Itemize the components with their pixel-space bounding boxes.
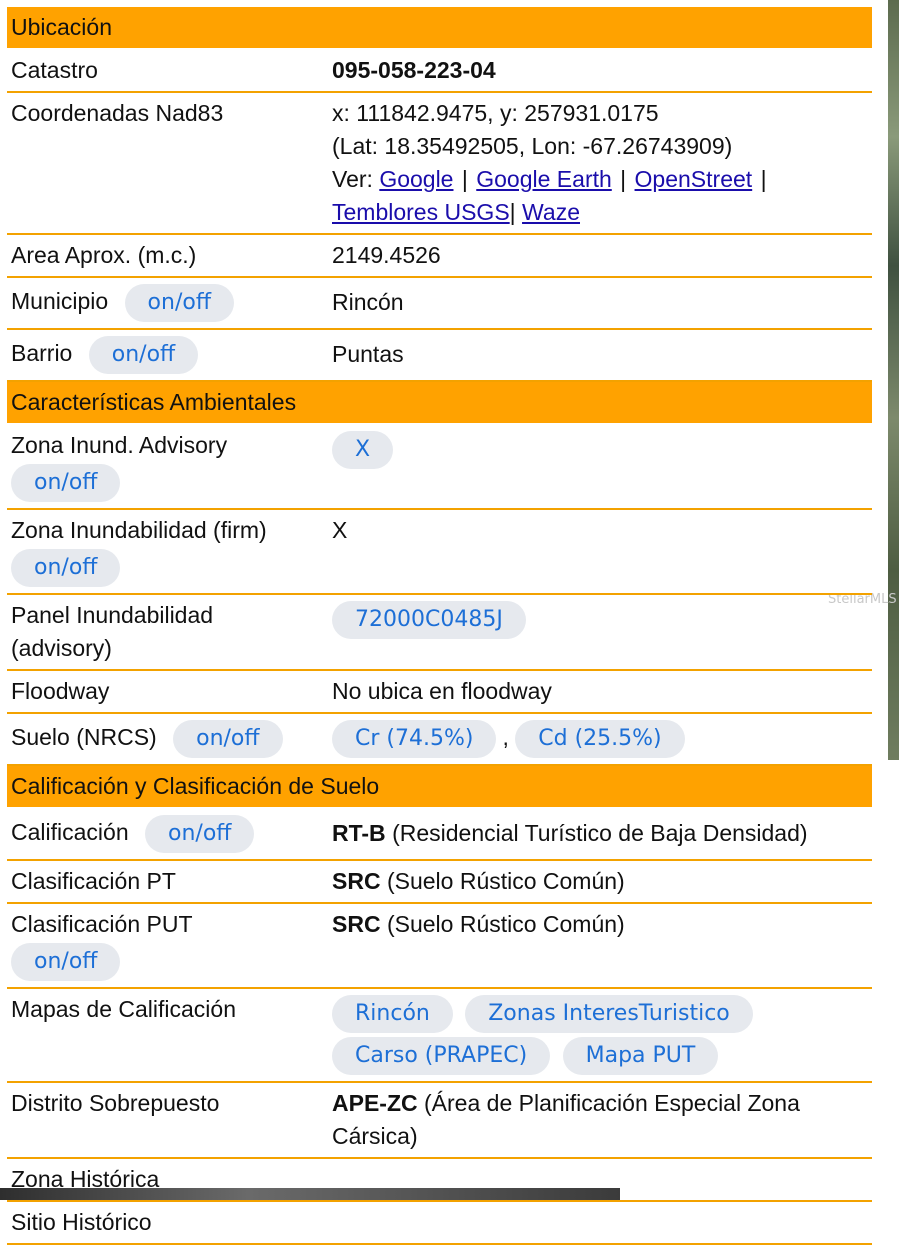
property-info-table <box>7 7 872 1245</box>
sitio-historico-value <box>328 1201 872 1244</box>
suelo-label: Suelo (NRCS) <box>11 724 157 750</box>
floodway-label: Floodway <box>7 670 328 713</box>
catastro-label: Catastro <box>7 49 328 92</box>
clasificacion-put-label: Clasificación PUT <box>11 911 193 937</box>
zona-historica-label: Zona Histórica <box>7 1158 328 1201</box>
section-title: Calificación y Clasificación de Suelo <box>7 765 872 808</box>
section-title: Características Ambientales <box>7 381 872 424</box>
suelo-comma: , <box>502 724 509 750</box>
zona-firm-toggle-button[interactable]: on/off <box>11 549 120 587</box>
section-header-ubicacion <box>7 7 872 49</box>
suelo-cr-button[interactable]: Cr (74.5%) <box>332 720 496 758</box>
mapa-put-button[interactable]: Mapa PUT <box>563 1037 719 1075</box>
row-zona-historica <box>7 1158 872 1201</box>
watermark: StellarMLS <box>828 592 897 607</box>
coordenadas-label: Coordenadas Nad83 <box>7 92 328 234</box>
row-zona-firm <box>7 509 872 594</box>
floodway-value: No ubica en floodway <box>328 670 872 713</box>
zona-advisory-toggle-button[interactable]: on/off <box>11 464 120 502</box>
row-municipio <box>7 277 872 329</box>
mapas-label: Mapas de Calificación <box>7 988 328 1082</box>
clasificacion-pt-desc: (Suelo Rústico Común) <box>386 868 625 894</box>
distrito-desc: (Área de Planificación Especial Zona Cársica) <box>332 1090 800 1149</box>
link-waze[interactable]: Waze <box>522 199 580 225</box>
clasificacion-pt-code: SRC <box>332 868 381 894</box>
map-links: Ver: Google | Google Earth | OpenStreet | <box>332 166 767 192</box>
municipio-toggle-button[interactable]: on/off <box>125 284 234 322</box>
row-floodway <box>7 670 872 713</box>
clasificacion-put-toggle-button[interactable]: on/off <box>11 943 120 981</box>
barrio-toggle-button[interactable]: on/off <box>89 336 198 374</box>
row-coordenadas <box>7 92 872 234</box>
row-panel <box>7 594 872 670</box>
calificacion-code: RT-B <box>332 820 386 846</box>
panel-label-line2: (advisory) <box>11 635 112 661</box>
calificacion-toggle-button[interactable]: on/off <box>145 815 254 853</box>
link-google-earth[interactable]: Google Earth <box>476 166 612 192</box>
row-clasificacion-put <box>7 903 872 988</box>
ver-prefix: Ver: <box>332 166 373 192</box>
barrio-label: Barrio <box>11 340 73 366</box>
sitio-historico-label: Sitio Histórico <box>7 1201 328 1244</box>
map-links-2: Temblores USGS| Waze <box>332 199 580 225</box>
distrito-code: APE-ZC <box>332 1090 418 1116</box>
coordenadas-latlon: (Lat: 18.35492505, Lon: -67.26743909) <box>332 133 733 159</box>
row-mapas <box>7 988 872 1082</box>
row-distrito <box>7 1082 872 1158</box>
zona-firm-value: X <box>328 509 872 594</box>
link-temblores-usgs[interactable]: Temblores USGS <box>332 199 510 225</box>
zona-historica-value <box>328 1158 872 1201</box>
zona-firm-label: Zona Inundabilidad (firm) <box>11 517 267 543</box>
mapa-rincon-button[interactable]: Rincón <box>332 995 453 1033</box>
zona-advisory-label: Zona Inund. Advisory <box>11 432 228 458</box>
clasificacion-pt-label: Clasificación PT <box>7 860 328 903</box>
row-zona-advisory <box>7 424 872 509</box>
calificacion-label: Calificación <box>11 819 129 845</box>
row-area <box>7 234 872 277</box>
barrio-value: Puntas <box>328 329 872 381</box>
municipio-label: Municipio <box>11 288 109 314</box>
clasificacion-put-code: SRC <box>332 911 381 937</box>
map-background-strip <box>888 0 899 760</box>
panel-value-button[interactable]: 72000C0485J <box>332 601 526 639</box>
suelo-toggle-button[interactable]: on/off <box>173 720 282 758</box>
row-barrio <box>7 329 872 381</box>
calificacion-desc: (Residencial Turístico de Baja Densidad) <box>392 820 808 846</box>
distrito-label: Distrito Sobrepuesto <box>7 1082 328 1158</box>
row-suelo <box>7 713 872 765</box>
section-header-calificacion <box>7 765 872 808</box>
mapa-carso-button[interactable]: Carso (PRAPEC) <box>332 1037 550 1075</box>
row-calificacion <box>7 808 872 860</box>
area-label: Area Aprox. (m.c.) <box>7 234 328 277</box>
section-header-ambientales <box>7 381 872 424</box>
catastro-value: 095-058-223-04 <box>332 57 496 83</box>
link-openstreet[interactable]: OpenStreet <box>634 166 753 192</box>
suelo-cd-button[interactable]: Cd (25.5%) <box>515 720 684 758</box>
coordenadas-xy: x: 111842.9475, y: 257931.0175 <box>332 100 659 126</box>
municipio-value: Rincón <box>328 277 872 329</box>
section-title: Ubicación <box>7 7 872 49</box>
mapa-zonas-interes-button[interactable]: Zonas InteresTuristico <box>465 995 753 1033</box>
clasificacion-put-desc: (Suelo Rústico Común) <box>386 911 625 937</box>
zona-advisory-value-button[interactable]: X <box>332 431 393 469</box>
panel-label-line1: Panel Inundabilidad <box>11 602 214 628</box>
link-google[interactable]: Google <box>379 166 454 192</box>
row-clasificacion-pt <box>7 860 872 903</box>
area-value: 2149.4526 <box>328 234 872 277</box>
row-sitio-historico <box>7 1201 872 1244</box>
row-catastro <box>7 49 872 92</box>
